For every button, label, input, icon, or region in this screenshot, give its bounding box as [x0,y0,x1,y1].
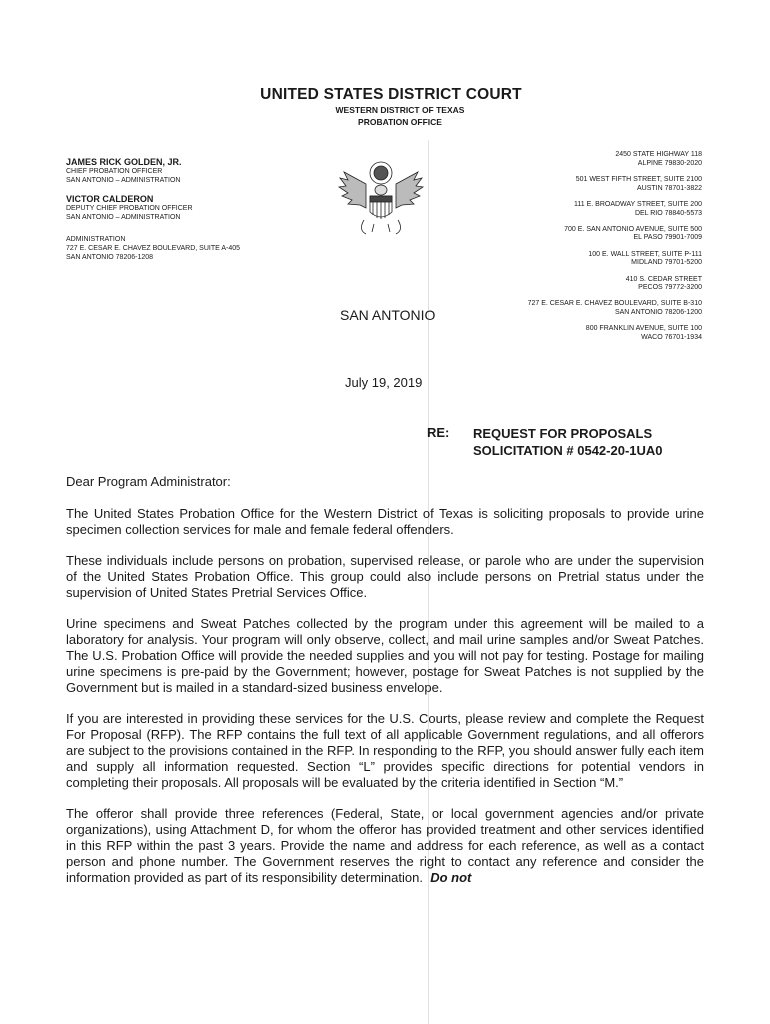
letter-body [66,506,704,901]
officials-block [66,157,316,271]
official-location: SAN ANTONIO – ADMINISTRATION [66,213,181,221]
district-name: WESTERN DISTRICT OF TEXAS [335,105,465,115]
re-line-2: SOLICITATION # 0542-20-1UA0 [473,443,663,458]
letter-date: July 19, 2019 [345,375,423,390]
body-paragraph: If you are interested in providing these services for the U.S. Courts, please review and complete the Request For Proposal (RFP). The RFP contains the full text of all applicable Government regulations, and all offerors are subject to the provisions contained in the RFP. In responding to the RFP, you should answer fully each item and supply all information requested. Section “L” provides specific directions for potential vendors in completing their proposals. All proposals will be evaluated by the criteria identified in Section “M.” [66,711,704,790]
field-office-address: 111 E. BROADWAY STREET, SUITE 200 DEL RIO 78840-5573 [574,200,702,217]
official-deputy [66,194,316,222]
office-name: PROBATION OFFICE [358,117,442,127]
body-paragraph: These individuals include persons on probation, supervised release, or parole who are under the supervision of the United States Probation Office. This group could also include persons on Pretrial status under the supervision of United States Pretrial Services Office. [66,553,704,600]
field-office-address: 700 E. SAN ANTONIO AVENUE, SUITE 500 EL PASO 79901-7009 [564,225,702,242]
official-title: DEPUTY CHIEF PROBATION OFFICER [66,205,193,213]
emphasis-text: Do not [430,870,472,885]
body-paragraph-text: The offeror shall provide three references (Federal, State, or local government agencies and/or private organizations), using Attachment D, for whom the offeror has provided treatment and other services identified in this RFP within the past 3 years. Provide the name and address for each reference, as well as a contact person and phone number. The Government reserves the right to contact any reference and consider the information provided as part of its responsibility determination. [66,806,704,885]
field-office-address: 2450 STATE HIGHWAY 118 ALPINE 79830-2020 [615,151,702,167]
official-name: VICTOR CALDERON [66,194,154,205]
field-office-address: 727 E. CESAR E. CHAVEZ BOULEVARD, SUITE B-310 SAN ANTONIO 78206-1200 [527,300,702,317]
re-subject [473,425,663,459]
field-office-address: 410 S. CEDAR STREET PECOS 79772-3200 [625,275,702,292]
official-title: CHIEF PROBATION OFFICER [66,168,163,175]
field-office-address: 800 FRANKLIN AVENUE, SUITE 100 WACO 76701-1934 [585,325,702,342]
admin-address [66,236,316,262]
official-name: JAMES RICK GOLDEN, JR. [66,157,182,167]
letterhead [0,86,770,128]
body-paragraph-last [66,806,704,886]
official-location: SAN ANTONIO – ADMINISTRATION [66,176,181,184]
field-office-address: 100 E. WALL STREET, SUITE P-111 MIDLAND 79701-5200 [588,250,702,267]
office-location: SAN ANTONIO [340,307,436,323]
official-chief [66,157,316,185]
salutation: Dear Program Administrator: [66,474,231,489]
field-offices-list [442,151,702,350]
body-paragraph: Urine specimens and Sweat Patches collected by the program under this agreement will be mailed to a laboratory for analysis. Your program will only observe, collect, and mail urine samples and/or Sweat Patches. The U.S. Probation Office will provide the needed supplies and you will not pay for testing. Postage for mailing urine specimens is pre-paid by the Government; however, postage for Sweat Patches is not supplied by the Government but is mailed in a standard-sized business envelope. [66,616,704,695]
re-line-1: REQUEST FOR PROPOSALS [473,426,653,441]
body-paragraph: The United States Probation Office for the Western District of Texas is soliciting proposals to provide urine specimen collection services for male and female federal offenders. [66,506,704,537]
field-office-address: 501 WEST FIFTH STREET, SUITE 2100 AUSTIN 78701-3822 [575,175,702,192]
admin-line2: SAN ANTONIO 78206-1208 [66,253,154,261]
eagle-seal-icon [336,160,426,242]
admin-line1: 727 E. CESAR E. CHAVEZ BOULEVARD, SUITE A-405 [66,244,241,252]
admin-label: ADMINISTRATION [66,236,126,244]
court-title: UNITED STATES DISTRICT COURT [260,86,522,103]
re-label: RE: [427,425,450,440]
